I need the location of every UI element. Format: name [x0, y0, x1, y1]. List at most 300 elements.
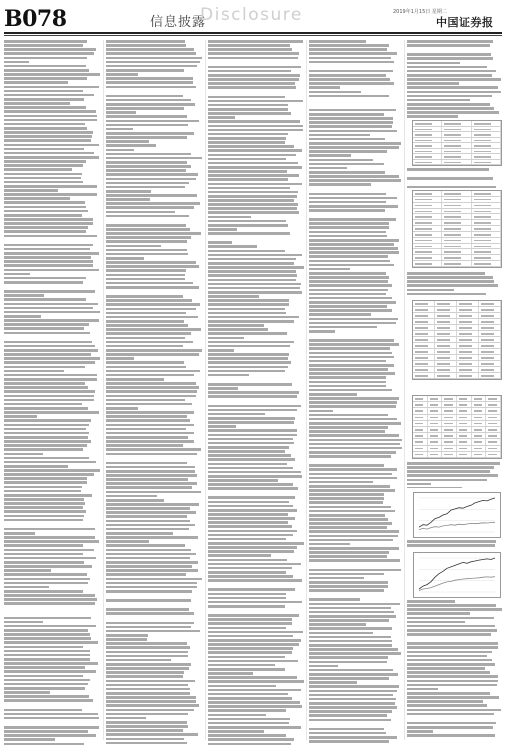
table-cell — [486, 452, 501, 457]
table-cell — [413, 149, 442, 154]
table-cell — [472, 226, 501, 231]
text-line — [208, 697, 292, 700]
text-line — [208, 538, 286, 541]
text-line — [208, 509, 297, 512]
table-cell — [486, 433, 501, 438]
table-cell — [479, 349, 501, 354]
text-line — [106, 713, 188, 716]
text-line — [309, 577, 364, 580]
text-line — [309, 414, 388, 417]
text-line — [106, 194, 197, 197]
text-line — [106, 374, 194, 377]
text-line — [208, 546, 297, 549]
table-cell — [413, 452, 428, 457]
text-column-3 — [208, 40, 304, 745]
table-cell — [442, 209, 471, 214]
text-line — [106, 503, 199, 506]
text-line — [106, 520, 190, 523]
text-line — [208, 108, 288, 111]
text-line — [106, 549, 191, 552]
text-line — [407, 612, 470, 615]
text-line — [309, 117, 393, 120]
text-line — [106, 190, 151, 193]
table-cell — [472, 439, 487, 444]
text-line — [106, 95, 183, 98]
table-cell — [457, 421, 472, 426]
table-cell — [479, 355, 501, 360]
text-line — [309, 159, 373, 162]
table-cell — [442, 396, 457, 401]
series-line-2 — [419, 522, 495, 529]
text-line — [4, 633, 90, 636]
text-line — [4, 465, 68, 468]
table-cell — [413, 132, 442, 137]
table-cell — [413, 249, 442, 254]
text-line — [208, 714, 266, 717]
text-line — [106, 440, 194, 443]
text-line — [208, 374, 249, 377]
text-line — [4, 407, 88, 410]
text-line — [309, 661, 387, 664]
text-line — [309, 231, 386, 234]
text-line — [309, 61, 394, 64]
text-line — [106, 224, 186, 227]
text-line — [208, 250, 285, 253]
text-line — [309, 130, 397, 133]
table-cell — [457, 331, 479, 336]
text-line — [407, 86, 498, 89]
text-line — [309, 57, 391, 60]
text-line — [208, 605, 285, 608]
text-line — [309, 343, 399, 346]
text-line — [106, 81, 193, 84]
text-line — [309, 268, 350, 271]
text-line — [208, 262, 294, 265]
text-line — [407, 487, 462, 488]
text-line — [208, 345, 290, 348]
text-line — [106, 144, 156, 147]
text-line — [309, 514, 385, 517]
text-line — [4, 193, 97, 196]
text-line — [208, 685, 276, 688]
text-line — [309, 134, 370, 137]
text-line — [309, 706, 397, 709]
table-row — [413, 160, 501, 166]
text-line — [309, 698, 396, 701]
text-line — [106, 700, 196, 703]
text-line — [208, 166, 302, 169]
table-cell — [413, 396, 428, 401]
table-cell — [442, 132, 471, 137]
table-cell — [413, 160, 442, 165]
text-line — [407, 625, 495, 628]
text-line — [208, 199, 294, 202]
text-line — [4, 323, 89, 326]
table-cell — [413, 261, 442, 266]
table-cell — [413, 214, 442, 219]
text-line — [208, 70, 291, 73]
text-line — [106, 161, 187, 164]
text-line — [106, 630, 200, 633]
text-line — [208, 48, 292, 51]
text-line — [309, 193, 386, 196]
text-line — [309, 685, 399, 688]
text-line — [106, 474, 197, 477]
text-line — [106, 236, 191, 239]
text-line — [309, 326, 377, 329]
text-line — [309, 397, 399, 400]
text-line — [208, 303, 289, 306]
table-cell — [435, 337, 457, 342]
text-line — [208, 738, 294, 741]
text-column-5-bottom — [407, 600, 502, 740]
text-line — [4, 90, 83, 93]
text-line — [4, 298, 86, 301]
text-line — [407, 617, 494, 620]
text-line — [309, 264, 394, 267]
nav-growth-chart-2 — [413, 552, 501, 598]
text-line — [4, 670, 96, 673]
text-line — [309, 95, 389, 98]
text-line — [309, 543, 350, 546]
text-line — [106, 316, 198, 319]
text-line — [106, 124, 188, 127]
text-line — [106, 515, 187, 518]
text-line — [208, 224, 288, 227]
text-line — [407, 667, 485, 670]
table-cell — [413, 427, 428, 432]
text-line — [208, 734, 286, 737]
text-line — [4, 646, 83, 649]
table-cell — [413, 349, 435, 354]
table-cell — [413, 433, 428, 438]
text-line — [309, 280, 388, 283]
text-line — [4, 345, 95, 348]
text-line — [309, 714, 387, 717]
text-line — [407, 633, 491, 636]
text-line — [208, 337, 244, 340]
text-line — [407, 671, 490, 674]
text-line — [106, 169, 186, 172]
text-line — [309, 497, 384, 500]
table-cell — [486, 427, 501, 432]
text-line — [106, 69, 184, 72]
text-line — [208, 409, 297, 412]
text-line — [208, 387, 238, 390]
text-line — [106, 626, 191, 629]
text-line — [407, 78, 501, 81]
chart-caption — [407, 540, 502, 548]
table-cell — [472, 149, 501, 154]
text-line — [106, 173, 198, 176]
text-line — [208, 66, 301, 69]
table-cell — [442, 191, 471, 196]
text-line — [208, 479, 278, 482]
text-line — [106, 186, 185, 189]
text-line — [106, 357, 134, 360]
text-line — [106, 432, 194, 435]
text-line — [4, 519, 83, 522]
table-cell — [435, 343, 457, 348]
text-line — [106, 274, 185, 277]
text-line — [208, 689, 301, 692]
table-cell — [472, 127, 501, 132]
text-line — [4, 473, 94, 476]
text-line — [106, 642, 187, 645]
table-cell — [472, 203, 501, 208]
text-line — [208, 405, 301, 408]
table-cell — [435, 355, 457, 360]
text-line — [106, 586, 197, 589]
text-line — [309, 555, 387, 558]
text-line — [106, 692, 190, 695]
text-line — [106, 578, 202, 581]
table-cell — [457, 343, 479, 348]
text-line — [309, 171, 385, 174]
text-line — [208, 567, 292, 570]
text-line — [208, 270, 296, 273]
text-line — [407, 280, 494, 283]
text-line — [4, 598, 97, 601]
text-line — [4, 717, 99, 720]
text-line — [106, 436, 188, 439]
text-line — [309, 547, 399, 550]
text-line — [208, 137, 286, 140]
text-line — [4, 625, 96, 628]
text-line — [407, 696, 499, 699]
text-line — [4, 382, 85, 385]
table-cell — [413, 313, 435, 318]
text-line — [4, 444, 87, 447]
text-line — [309, 447, 402, 450]
text-line — [208, 517, 295, 520]
text-line — [106, 742, 187, 745]
text-line — [4, 164, 83, 167]
text-line — [106, 419, 190, 422]
text-line — [208, 366, 288, 369]
text-line — [208, 274, 297, 277]
table-cell — [413, 343, 435, 348]
text-column-1 — [4, 40, 100, 745]
text-line — [4, 319, 99, 322]
text-line — [106, 608, 189, 611]
table-cell — [472, 138, 501, 143]
table-cell — [442, 232, 471, 237]
text-line — [208, 74, 300, 77]
text-line — [407, 621, 465, 624]
text-line — [4, 230, 86, 233]
text-line — [208, 730, 264, 733]
text-line — [4, 699, 93, 702]
text-line — [208, 178, 288, 181]
text-line — [4, 395, 94, 398]
text-line — [309, 485, 390, 488]
text-line — [4, 148, 84, 151]
text-line — [106, 663, 191, 666]
text-line — [4, 428, 86, 431]
text-line — [106, 709, 194, 712]
text-line — [407, 111, 499, 114]
line-chart-svg — [414, 553, 500, 597]
text-line — [4, 654, 90, 657]
text-line — [4, 510, 86, 513]
text-line — [208, 245, 257, 248]
table-cell — [442, 249, 471, 254]
nav-growth-chart-1 — [413, 492, 501, 538]
text-line — [407, 540, 496, 543]
text-line — [208, 328, 268, 331]
table-cell — [472, 232, 501, 237]
text-line — [407, 53, 491, 56]
table-cell — [472, 121, 501, 126]
text-line — [309, 381, 386, 384]
table-cell — [472, 143, 501, 148]
text-line — [309, 183, 371, 186]
text-line — [309, 146, 399, 149]
text-line — [106, 411, 194, 414]
text-line — [106, 528, 189, 531]
text-line — [208, 316, 299, 319]
text-line — [309, 44, 389, 47]
text-line — [106, 111, 136, 114]
text-line — [309, 138, 385, 141]
text-line — [106, 729, 183, 732]
text-line — [4, 370, 64, 373]
text-line — [4, 650, 90, 653]
text-line — [208, 133, 288, 136]
text-line — [106, 482, 197, 485]
text-line — [4, 687, 85, 690]
text-column-5-top — [407, 40, 502, 118]
text-line — [208, 283, 301, 286]
text-line — [309, 218, 396, 221]
text-line — [106, 206, 194, 209]
text-line — [208, 220, 286, 223]
text-line — [4, 48, 96, 51]
text-line — [106, 573, 186, 576]
text-line — [407, 642, 498, 645]
text-line — [309, 48, 387, 51]
text-line — [208, 413, 265, 416]
text-line — [106, 721, 187, 724]
text-line — [4, 532, 35, 535]
text-line — [4, 86, 99, 89]
text-line — [407, 692, 490, 695]
text-line — [4, 544, 83, 547]
table-cell — [457, 319, 479, 324]
text-line — [309, 318, 398, 321]
text-line — [309, 201, 386, 204]
text-line — [106, 65, 197, 68]
text-line — [309, 222, 389, 225]
text-line — [4, 214, 82, 217]
text-line — [208, 116, 235, 119]
text-line — [106, 370, 200, 373]
table-cell — [413, 226, 442, 231]
text-line — [106, 478, 188, 481]
text-line — [4, 168, 72, 171]
text-line — [4, 119, 97, 122]
text-line — [208, 308, 285, 311]
text-line — [309, 368, 388, 371]
text-line — [4, 210, 88, 213]
text-line — [4, 506, 83, 509]
text-line — [4, 683, 88, 686]
table-cell — [457, 433, 472, 438]
text-line — [106, 444, 183, 447]
text-line — [106, 684, 188, 687]
text-line — [309, 243, 394, 246]
text-line — [309, 40, 366, 43]
table-cell — [442, 214, 471, 219]
text-line — [309, 197, 397, 200]
text-line — [4, 569, 51, 572]
text-line — [407, 629, 497, 632]
text-line — [309, 352, 392, 355]
table-cell — [413, 127, 442, 132]
column-divider — [103, 40, 104, 740]
text-line — [208, 187, 290, 190]
text-line — [407, 40, 493, 43]
text-line — [106, 675, 183, 678]
text-line — [208, 86, 296, 89]
text-line — [407, 646, 498, 649]
text-line — [309, 293, 386, 296]
text-line — [4, 411, 99, 414]
text-line — [208, 299, 289, 302]
text-line — [407, 66, 487, 69]
text-line — [208, 501, 289, 504]
text-line — [4, 481, 87, 484]
text-line — [4, 573, 87, 576]
text-line — [4, 743, 84, 746]
text-line — [106, 536, 198, 539]
text-line — [309, 356, 394, 359]
text-line — [407, 284, 498, 287]
text-line — [309, 627, 392, 630]
table-cell — [435, 319, 457, 324]
table-cell — [413, 138, 442, 143]
text-line — [4, 738, 55, 741]
text-line — [106, 507, 190, 510]
text-line — [106, 390, 197, 393]
text-line — [4, 536, 95, 539]
text-line — [4, 349, 98, 352]
text-line — [4, 390, 95, 393]
text-line — [106, 136, 187, 139]
text-line — [309, 389, 392, 392]
text-line — [309, 405, 396, 408]
text-line — [4, 357, 100, 360]
text-line — [309, 289, 388, 292]
text-line — [4, 709, 82, 712]
text-line — [4, 252, 99, 255]
text-line — [407, 608, 502, 611]
text-line — [106, 599, 191, 602]
text-line — [106, 638, 147, 641]
text-line — [106, 228, 190, 231]
text-line — [4, 666, 85, 669]
text-line — [106, 725, 188, 728]
text-line — [208, 467, 293, 470]
text-line — [4, 315, 41, 318]
text-line — [309, 322, 396, 325]
text-line — [106, 299, 192, 302]
table-cell — [442, 244, 471, 249]
text-line — [106, 107, 184, 110]
table-cell — [442, 415, 457, 420]
table-cell — [442, 261, 471, 266]
